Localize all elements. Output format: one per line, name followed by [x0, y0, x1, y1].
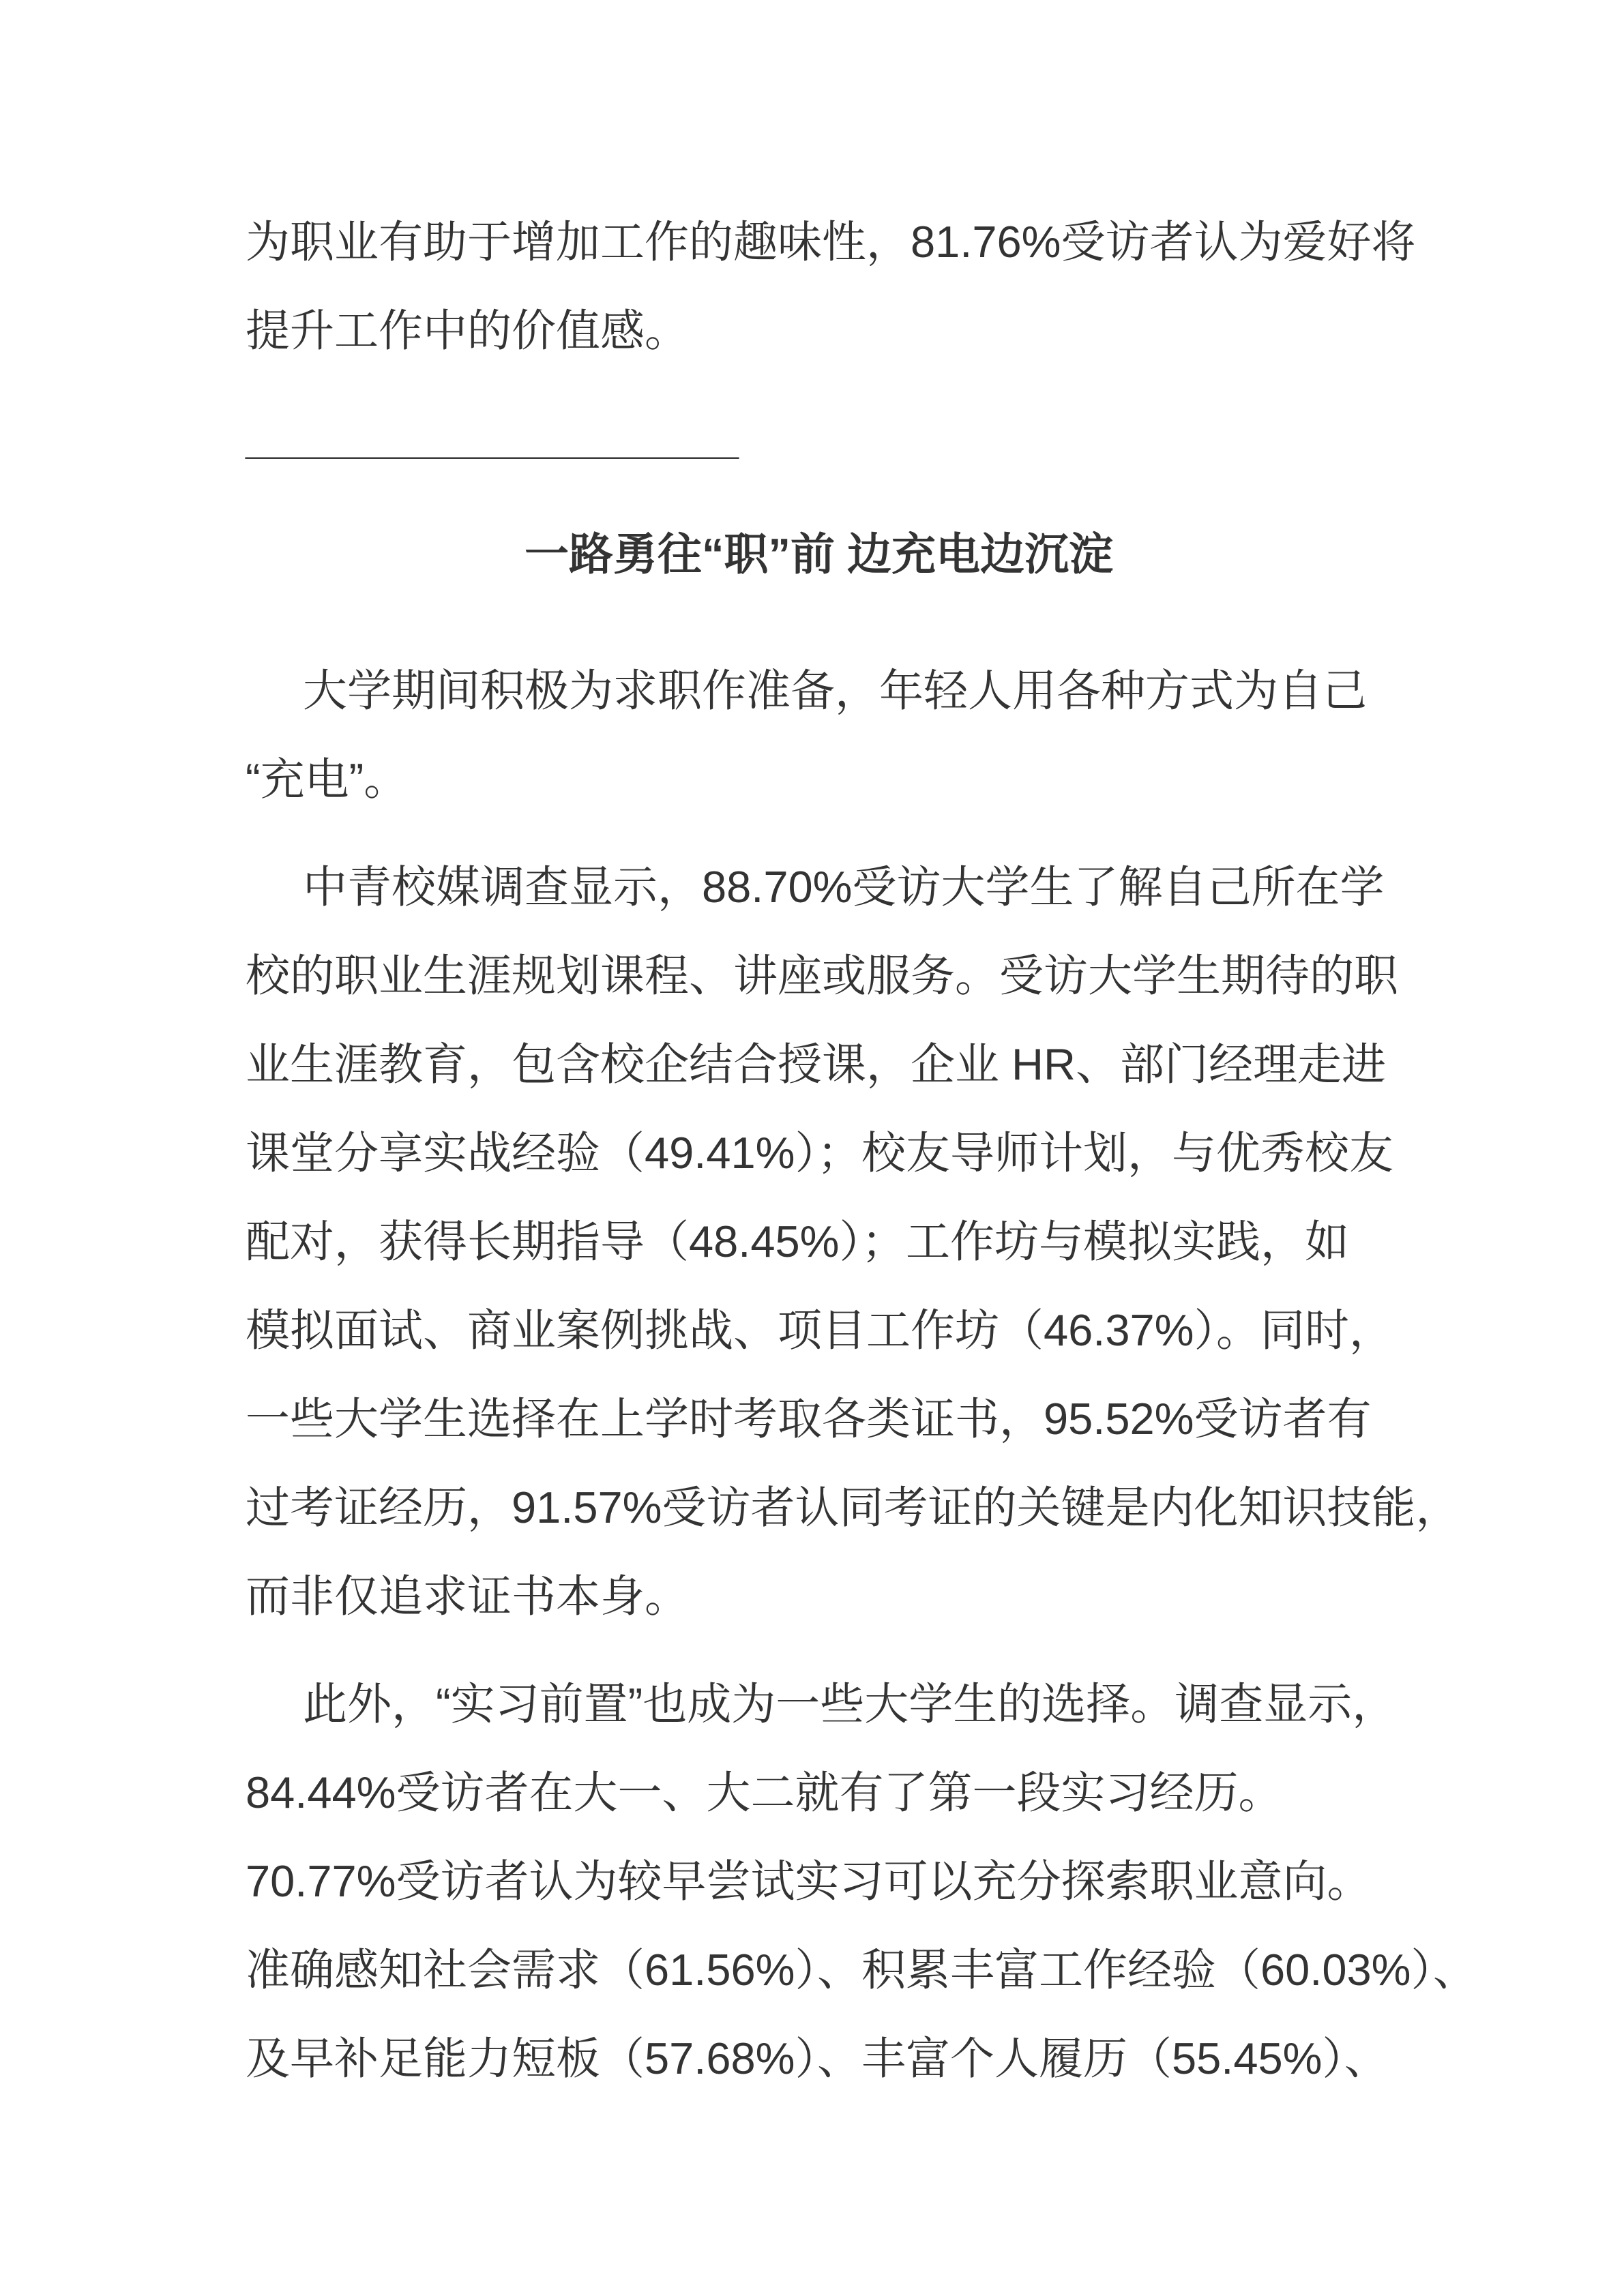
text-line: 校的职业生涯规划课程、讲座或服务。受访大学生期待的职	[246, 951, 1399, 1000]
text-line: “充电”。	[246, 754, 409, 804]
text-line: 配对，获得长期指导（48.45%）；工作坊与模拟实践，如	[246, 1217, 1349, 1266]
text-line: 为职业有助于增加工作的趣味性，81.76%受访者认为爱好将	[246, 217, 1416, 267]
text-line: 84.44%受访者在大一、大二就有了第一段实习经历。	[246, 1768, 1283, 1817]
text-line: 此外，“实习前置”也成为一些大学生的选择。调查显示，	[303, 1679, 1397, 1729]
text-line: 中青校媒调查显示，88.70%受访大学生了解自己所在学	[303, 862, 1385, 912]
section-heading: 一路勇往“职”前 边充电边沉淀	[524, 529, 1114, 579]
text-line: 而非仅追求证书本身。	[246, 1571, 690, 1621]
section-divider	[246, 394, 1392, 483]
text-line: 准确感知社会需求（61.56%）、积累丰富工作经验（60.03%）、	[246, 1945, 1477, 1995]
text-line: 课堂分享实战经验（49.41%）；校友导师计划，与优秀校友	[246, 1128, 1393, 1178]
text-line: 提升工作中的价值感。	[246, 305, 690, 355]
text-line: 大学期间积极为求职作准备，年轻人用各种方式为自己	[303, 666, 1368, 715]
text-line: 一些大学生选择在上学时考取各类证书，95.52%受访者有	[246, 1394, 1372, 1444]
text-line: 70.77%受访者认为较早尝试实习可以充分探索职业意向。	[246, 1856, 1372, 1906]
text-line: 及早补足能力短板（57.68%）、丰富个人履历（55.45%）、	[246, 2033, 1389, 2083]
text-line: 模拟面试、商业案例挑战、项目工作坊（46.37%）。同时，	[246, 1305, 1393, 1355]
divider-line: ____________________	[246, 413, 739, 463]
paragraph	[246, 198, 1416, 375]
paragraph	[246, 646, 1392, 824]
text-line: 过考证经历，91.57%受访者认同考证的关键是内化知识技能，	[246, 1482, 1460, 1532]
paragraph	[246, 843, 1460, 1641]
paragraph	[246, 1660, 1477, 2103]
text-line: 业生涯教育，包含校企结合授课，企业 HR、部门经理走进	[246, 1039, 1386, 1089]
